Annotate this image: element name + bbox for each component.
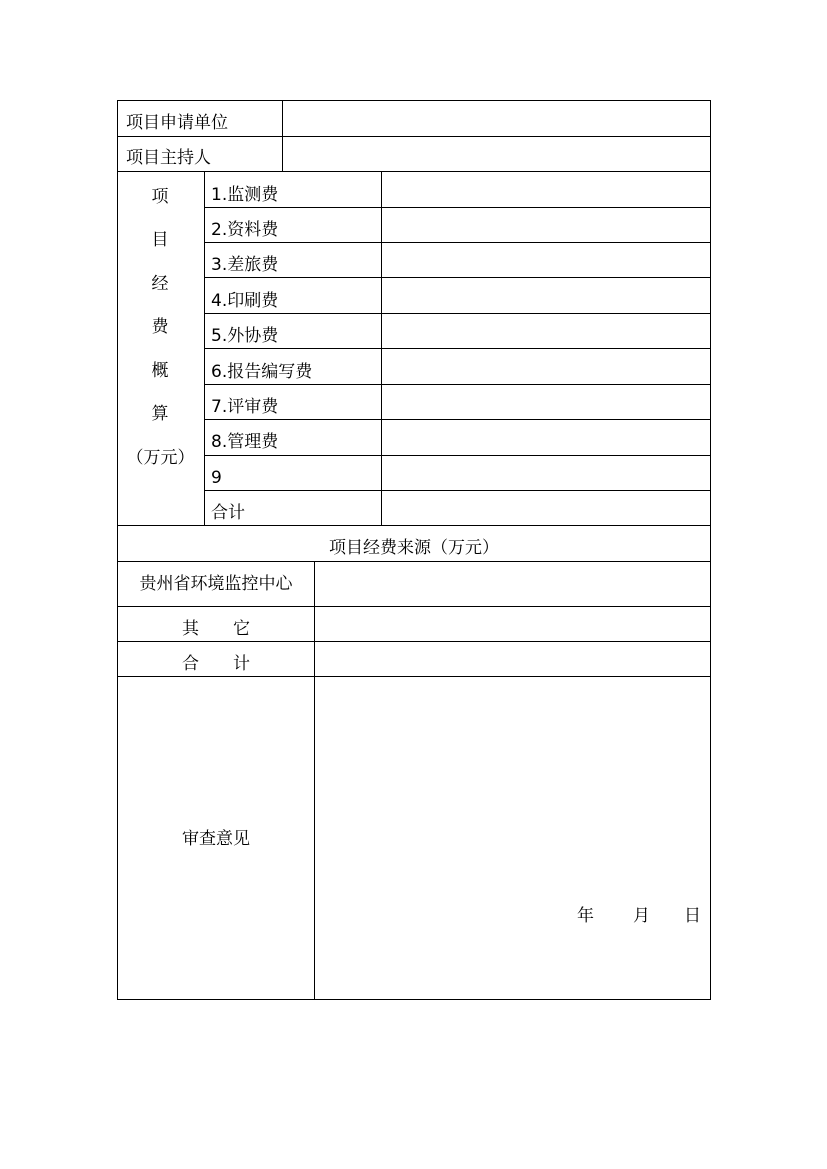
- budget-item-label: 3.差旅费: [211, 255, 279, 275]
- budget-item-label: 2.资料费: [211, 220, 279, 240]
- col-line: [204, 171, 205, 525]
- source-total-label: 合 计: [182, 654, 250, 674]
- budget-label-char: 费: [151, 317, 169, 337]
- applicant-unit-label: 项目申请单位: [126, 113, 228, 133]
- budget-item-value[interactable]: [382, 314, 710, 348]
- budget-item-label: 6.报告编写费: [211, 362, 313, 382]
- budget-item-value[interactable]: [382, 172, 710, 207]
- budget-label-char: 算: [151, 404, 169, 424]
- host-label: 项目主持人: [126, 148, 211, 168]
- budget-item-value[interactable]: [382, 349, 710, 384]
- date-year: 年: [577, 906, 594, 926]
- budget-total-label: 合计: [211, 503, 245, 523]
- budget-label-char: 经: [151, 274, 169, 294]
- budget-item-label: 1.监测费: [211, 185, 279, 205]
- budget-item-label: 9: [211, 468, 222, 488]
- budget-item-label: 4.印刷费: [211, 291, 279, 311]
- budget-item-value[interactable]: [382, 385, 710, 419]
- budget-item-label: 7.评审费: [211, 397, 279, 417]
- budget-item-value[interactable]: [382, 456, 710, 490]
- table-border-right: [710, 100, 711, 1000]
- source-value[interactable]: [315, 607, 710, 641]
- source-value[interactable]: [315, 562, 710, 606]
- date-month: 月: [633, 906, 650, 926]
- budget-item-value[interactable]: [382, 243, 710, 277]
- source-header: 项目经费来源（万元）: [329, 538, 499, 558]
- source-label: 其 它: [182, 619, 250, 639]
- applicant-unit-field[interactable]: [283, 101, 710, 136]
- source-label: 贵州省环境监控中心: [139, 574, 293, 594]
- host-field[interactable]: [283, 137, 710, 171]
- budget-item-label: 5.外协费: [211, 326, 279, 346]
- budget-item-value[interactable]: [382, 278, 710, 313]
- budget-label-char: 概: [151, 361, 169, 381]
- budget-item-value[interactable]: [382, 420, 710, 455]
- table-border-bottom: [117, 999, 711, 1000]
- review-label: 审查意见: [182, 829, 250, 849]
- row-line: [117, 525, 711, 526]
- budget-total-value[interactable]: [382, 491, 710, 525]
- budget-label-char: （万元）: [126, 448, 195, 468]
- source-total-value[interactable]: [315, 642, 710, 676]
- budget-label-char: 项: [151, 187, 169, 207]
- date-day: 日: [684, 906, 701, 926]
- review-opinion-field[interactable]: [315, 677, 710, 999]
- budget-item-label: 8.管理费: [211, 432, 279, 452]
- budget-label-char: 目: [151, 230, 169, 250]
- budget-item-value[interactable]: [382, 208, 710, 242]
